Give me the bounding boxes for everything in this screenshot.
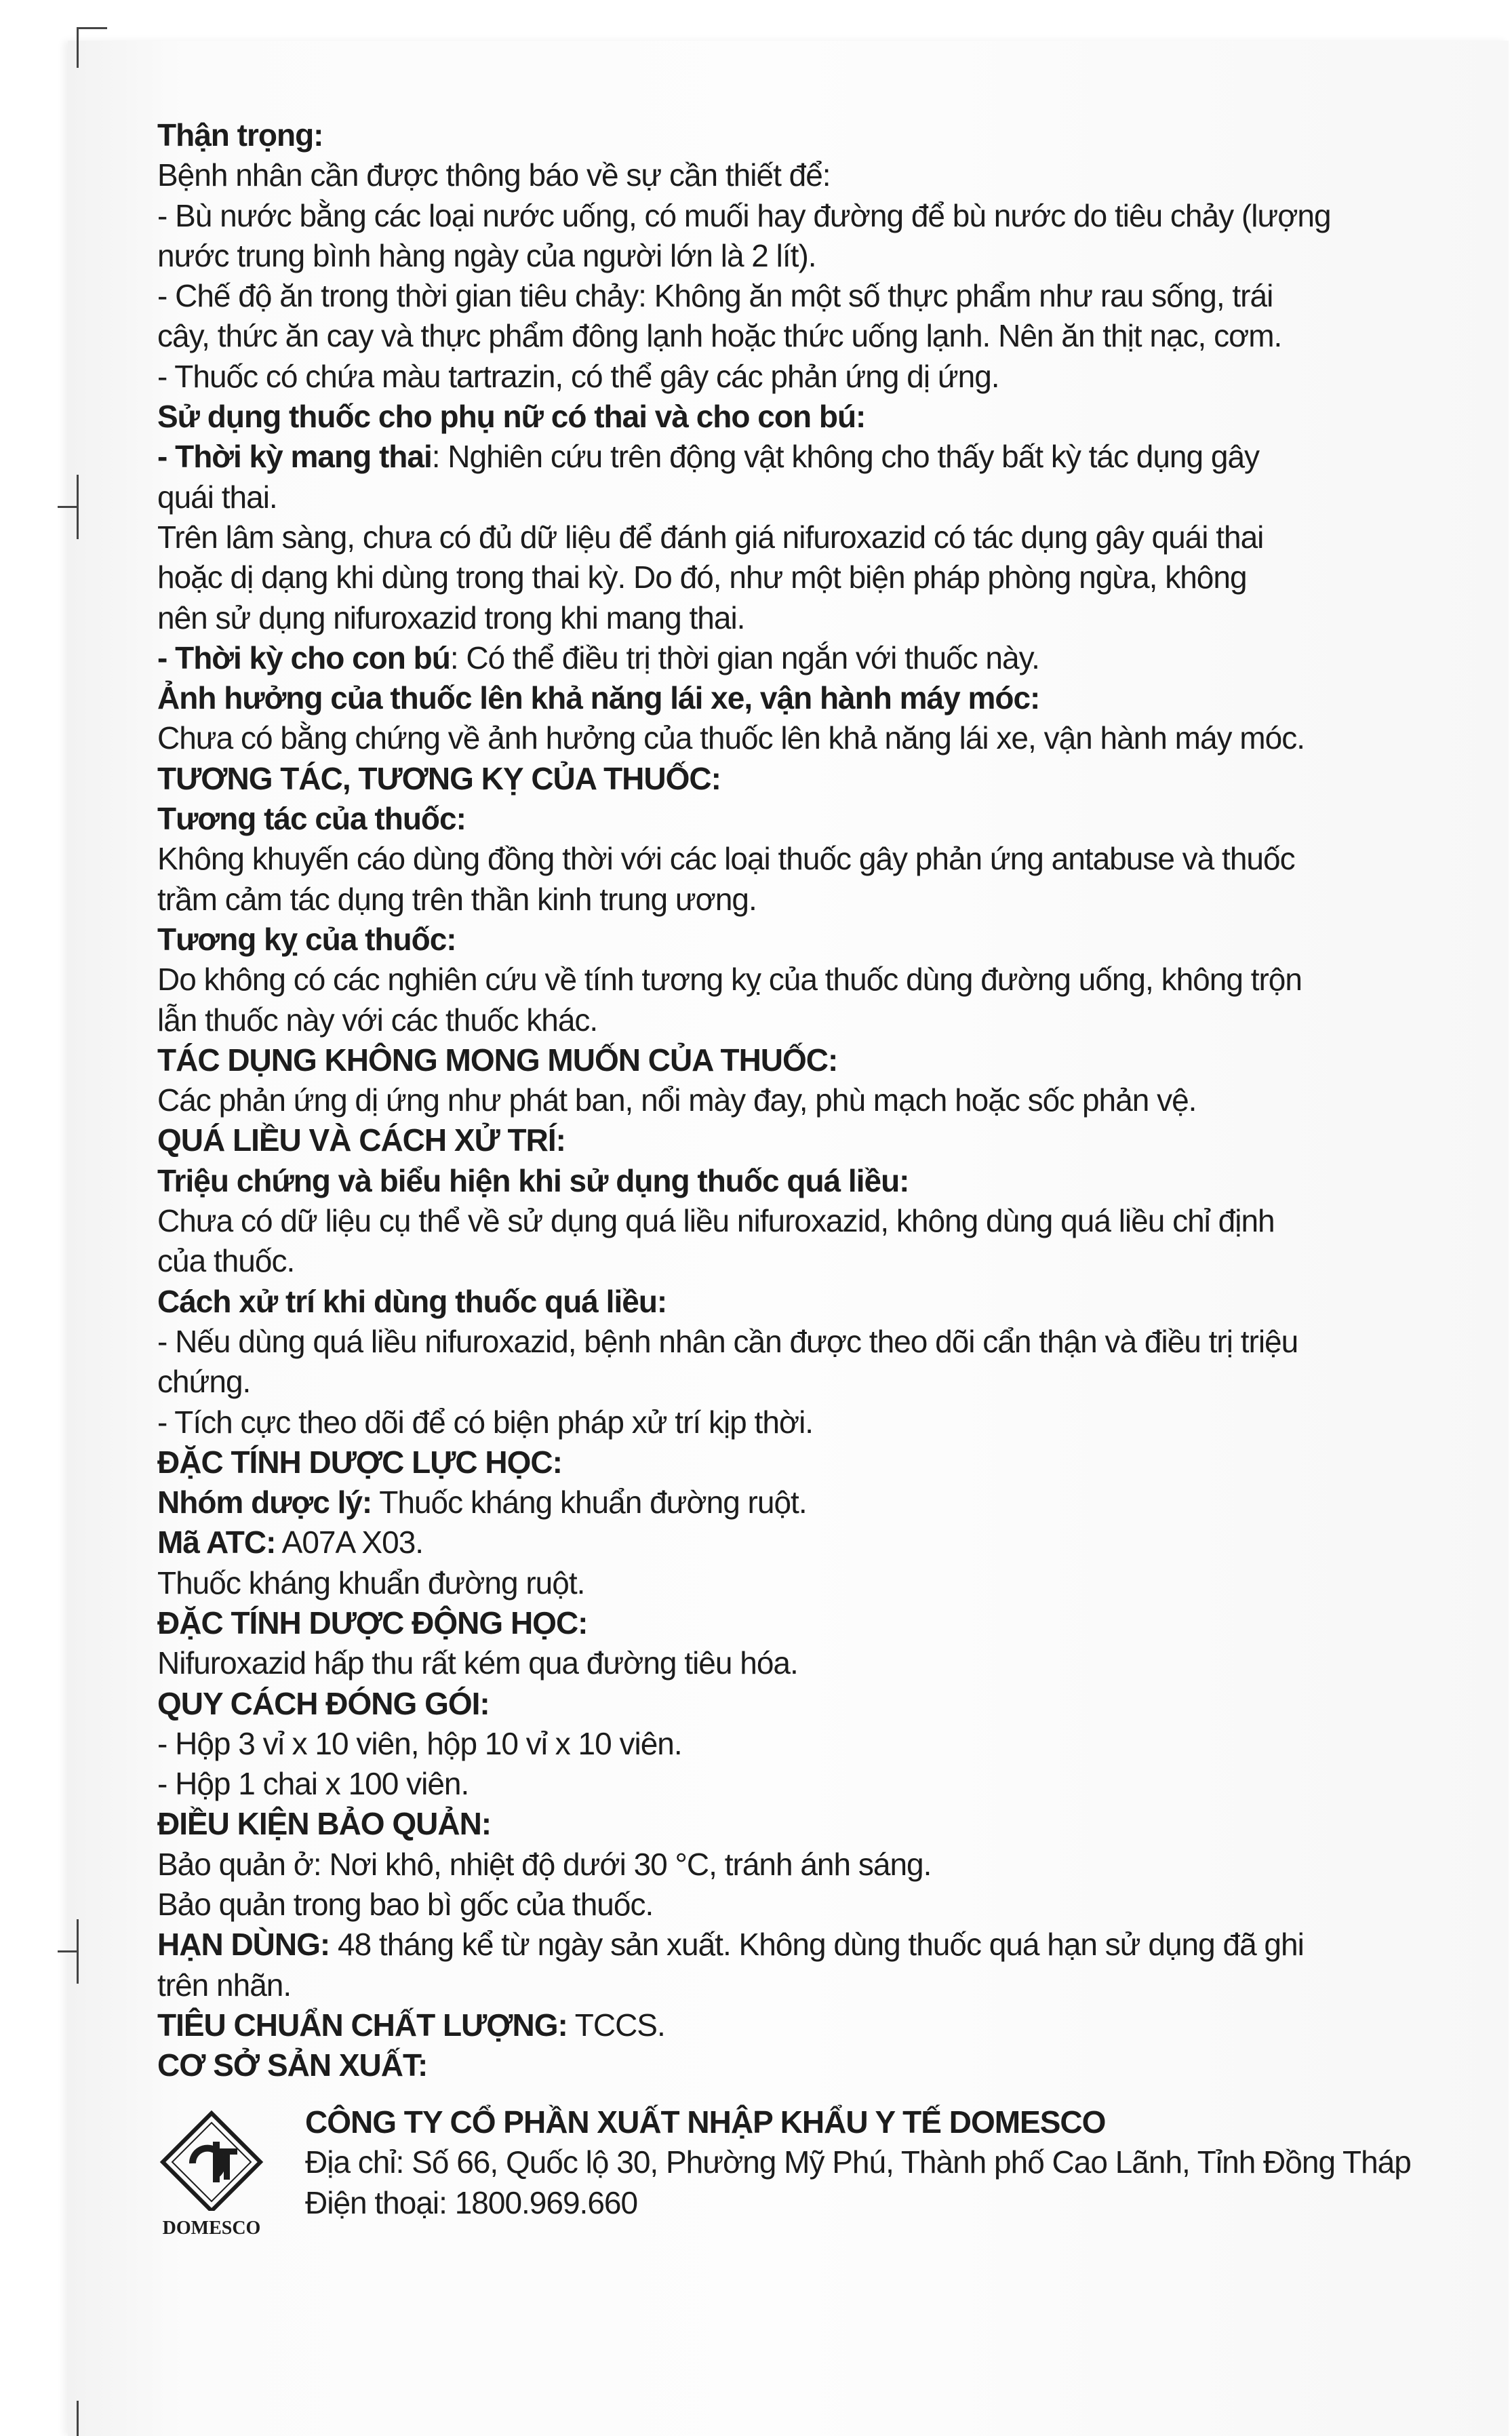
section-heading: Tương kỵ của thuốc: — [157, 921, 456, 957]
body-line: quái thai. — [157, 479, 277, 515]
crop-mark-top-h — [77, 27, 107, 29]
section-heading: TÁC DỤNG KHÔNG MONG MUỐN CỦA THUỐC: — [157, 1042, 838, 1078]
body-line: hoặc dị dạng khi dùng trong thai kỳ. Do đó, như một biện pháp phòng ngừa, không — [157, 559, 1247, 595]
body-line: nên sử dụng nifuroxazid trong khi mang thai. — [157, 600, 745, 635]
body-line: - Nếu dùng quá liều nifuroxazid, bệnh nhân cần được theo dõi cẩn thận và điều trị triệu — [157, 1323, 1298, 1359]
domesco-logo-icon — [157, 2109, 266, 2211]
section-heading: TƯƠNG TÁC, TƯƠNG KỴ CỦA THUỐC: — [157, 760, 721, 796]
body-line: - Hộp 1 chai x 100 viên. — [157, 1766, 469, 1802]
body-line: chứng. — [157, 1364, 251, 1400]
body-line: - Tích cực theo dõi để có biện pháp xử trí kịp thời. — [157, 1404, 814, 1440]
company-address: Địa chỉ: Số 66, Quốc lộ 30, Phường Mỹ Phú, Thành phố Cao Lãnh, Tỉnh Đồng Tháp — [305, 2144, 1411, 2180]
body-line: Không khuyến cáo dùng đồng thời với các loại thuốc gây phản ứng antabuse và thuốc — [157, 841, 1295, 877]
line-label: Mã ATC: — [157, 1525, 276, 1560]
section-heading: QUÁ LIỀU VÀ CÁCH XỬ TRÍ: — [157, 1122, 565, 1158]
body-line: Trên lâm sàng, chưa có đủ dữ liệu để đánh giá nifuroxazid có tác dụng gây quái thai — [157, 519, 1264, 555]
body-line: trên nhãn. — [157, 1967, 292, 2003]
section-heading: QUY CÁCH ĐÓNG GÓI: — [157, 1685, 490, 1721]
body-line: Bảo quản trong bao bì gốc của thuốc. — [157, 1887, 654, 1923]
crop-mark-top — [77, 27, 79, 68]
labeled-line — [157, 638, 1442, 678]
line-text: Thuốc kháng khuẩn đường ruột. — [372, 1485, 807, 1520]
section-heading: ĐIỀU KIỆN BẢO QUẢN: — [157, 1806, 492, 1842]
line-label: TIÊU CHUẨN CHẤT LƯỢNG: — [157, 2007, 568, 2043]
section-heading: Triệu chứng và biểu hiện khi sử dụng thuốc quá liều: — [157, 1162, 909, 1198]
domesco-logo — [157, 2109, 266, 2238]
body-line: nước trung bình hàng ngày của người lớn là 2 lít). — [157, 237, 816, 273]
labeled-line — [157, 437, 1442, 477]
section-heading: Sử dụng thuốc cho phụ nữ có thai và cho con bú: — [157, 399, 866, 435]
line-label: HẠN DÙNG: — [157, 1927, 330, 1963]
section-heading: ĐẶC TÍNH DƯỢC LỰC HỌC: — [157, 1444, 562, 1480]
crop-mark-bottom — [77, 2401, 79, 2436]
crop-mark-left-2-h — [58, 1950, 78, 1952]
line-text: 48 tháng kể từ ngày sản xuất. Không dùng thuốc quá hạn sử dụng đã ghi — [330, 1927, 1304, 1963]
section-heading: CƠ SỞ SẢN XUẤT: — [157, 2047, 428, 2083]
body-line: của thuốc. — [157, 1243, 295, 1279]
body-line: trầm cảm tác dụng trên thần kinh trung ương. — [157, 881, 757, 917]
leaflet-body — [157, 115, 1442, 2086]
logo-wordmark: DOMESCO — [162, 2218, 261, 2239]
labeled-line — [157, 1482, 1442, 1523]
section-heading: ĐẶC TÍNH DƯỢC ĐỘNG HỌC: — [157, 1605, 588, 1641]
body-line: - Thuốc có chứa màu tartrazin, có thể gây các phản ứng dị ứng. — [157, 358, 999, 394]
line-label: - Thời kỳ mang thai — [157, 439, 432, 475]
body-line: Bệnh nhân cần được thông báo về sự cần thiết để: — [157, 157, 831, 193]
line-text: A07A X03. — [275, 1525, 424, 1560]
body-line: - Chế độ ăn trong thời gian tiêu chảy: Không ăn một số thực phẩm như rau sống, trái — [157, 278, 1273, 314]
crop-mark-left-1-h — [58, 506, 78, 508]
section-heading: Cách xử trí khi dùng thuốc quá liều: — [157, 1283, 667, 1319]
line-label: Nhóm dược lý: — [157, 1485, 372, 1520]
body-line: lẫn thuốc này với các thuốc khác. — [157, 1002, 598, 1038]
manufacturer-block — [157, 2102, 1442, 2238]
company-phone: Điện thoại: 1800.969.660 — [305, 2184, 638, 2220]
company-name: CÔNG TY CỔ PHẦN XUẤT NHẬP KHẨU Y TẾ DOMESCO — [305, 2104, 1106, 2140]
line-text: : Có thể điều trị thời gian ngắn với thuốc này. — [450, 640, 1039, 675]
line-text: TCCS. — [567, 2007, 665, 2043]
labeled-line — [157, 2005, 1442, 2045]
labeled-line — [157, 1925, 1442, 1965]
section-heading: Tương tác của thuốc: — [157, 801, 466, 837]
body-line: Các phản ứng dị ứng như phát ban, nổi mày đay, phù mạch hoặc sốc phản vệ. — [157, 1082, 1197, 1118]
body-line: - Hộp 3 vỉ x 10 viên, hộp 10 vỉ x 10 viên. — [157, 1725, 682, 1761]
body-line: - Bù nước bằng các loại nước uống, có muối hay đường để bù nước do tiêu chảy (lượng — [157, 197, 1331, 233]
body-line: Bảo quản ở: Nơi khô, nhiệt độ dưới 30 °C, tránh ánh sáng. — [157, 1846, 932, 1882]
body-line: cây, thức ăn cay và thực phẩm đông lạnh hoặc thức uống lạnh. Nên ăn thịt nạc, cơm. — [157, 318, 1282, 354]
body-line: Chưa có dữ liệu cụ thể về sử dụng quá liều nifuroxazid, không dùng quá liều chỉ định — [157, 1203, 1275, 1239]
section-heading: Ảnh hưởng của thuốc lên khả năng lái xe, vận hành máy móc: — [157, 680, 1040, 716]
body-line: Nifuroxazid hấp thu rất kém qua đường tiêu hóa. — [157, 1645, 798, 1681]
line-text: : Nghiên cứu trên động vật không cho thấy bất kỳ tác dụng gây — [431, 439, 1260, 475]
body-line: Thuốc kháng khuẩn đường ruột. — [157, 1565, 585, 1600]
body-line: Chưa có bằng chứng về ảnh hưởng của thuốc lên khả năng lái xe, vận hành máy móc. — [157, 720, 1305, 756]
section-heading: Thận trọng: — [157, 117, 323, 153]
body-line: Do không có các nghiên cứu về tính tương kỵ của thuốc dùng đường uống, không trộn — [157, 962, 1302, 998]
labeled-line — [157, 1523, 1442, 1563]
line-label: - Thời kỳ cho con bú — [157, 640, 450, 675]
company-info — [305, 2102, 1444, 2223]
